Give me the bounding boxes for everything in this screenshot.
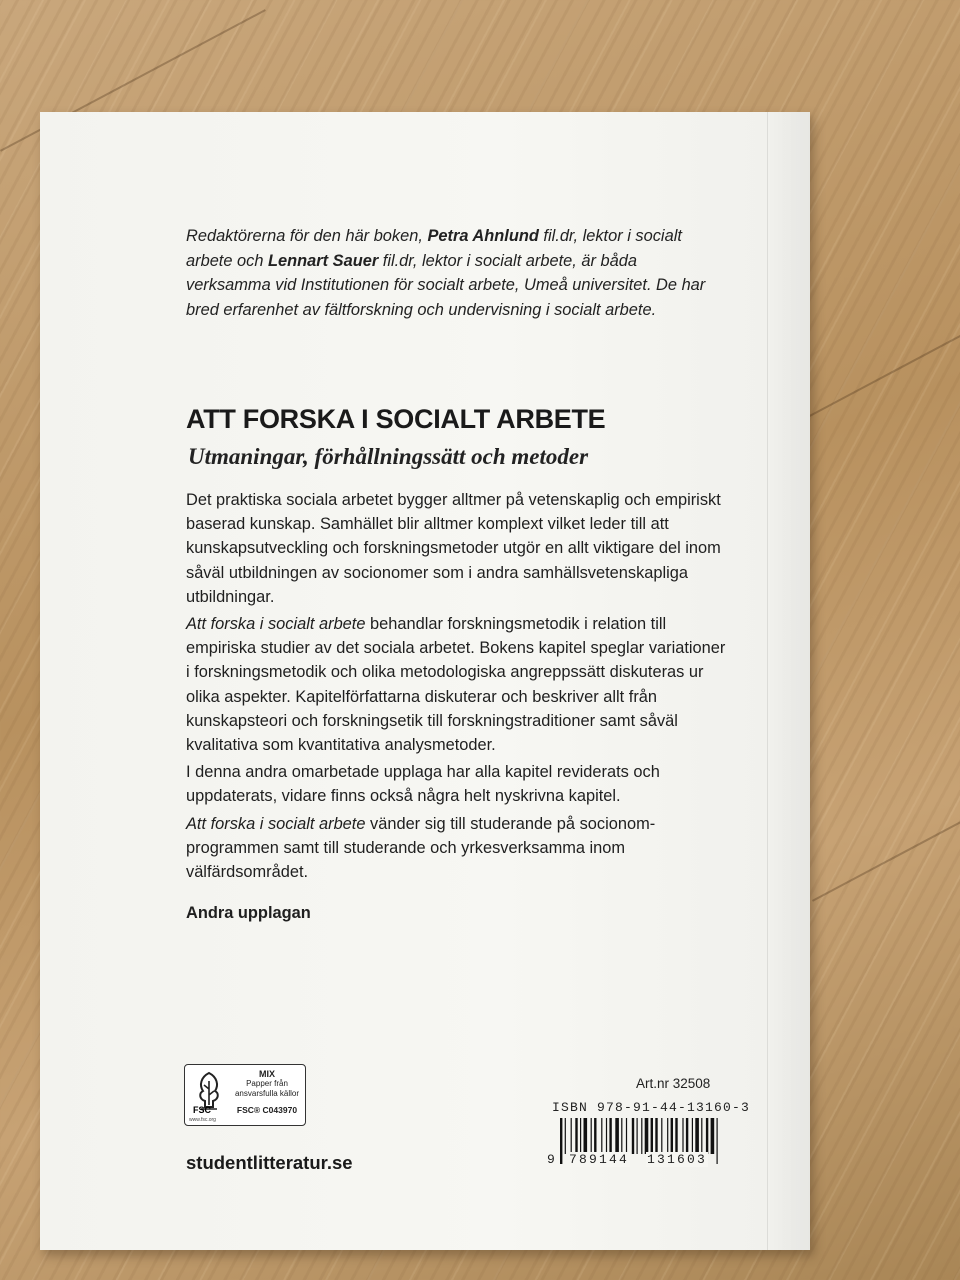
paragraph-2-text: behandlar forskningsmetodik i relation till empiriska studier av det sociala arbetet. Bokens kapitel speglar variationer i forskningsmetodik och olika metodologiska angreppssätt diskuteras ur olika aspekter. Kapitelförfattarna diskuterar och beskriver allt från kunskapsteori och forskningsetik till forskningstraditioner samt såväl kvalitativa som kvantitativa analysmetoder. xyxy=(186,615,726,755)
inline-book-title: Att forska i socialt arbete xyxy=(186,815,366,833)
edition-label: Andra upplagan xyxy=(186,904,311,922)
barcode-digits xyxy=(546,1152,728,1168)
description-paragraph-2 xyxy=(186,612,726,757)
barcode-bar xyxy=(682,1118,683,1154)
barcode-bar xyxy=(575,1118,577,1154)
barcode-bar xyxy=(601,1118,602,1154)
book-title: ATT FORSKA I SOCIALT ARBETE xyxy=(186,404,606,434)
barcode-bar xyxy=(626,1118,627,1154)
barcode-bar xyxy=(692,1118,693,1154)
fsc-line-1: Papper från xyxy=(246,1079,288,1088)
barcode-bar xyxy=(565,1118,566,1154)
isbn-number: ISBN 978-91-44-13160-3 xyxy=(552,1100,751,1115)
editors-blurb xyxy=(186,224,706,322)
barcode-bar xyxy=(645,1118,649,1154)
barcode-bar xyxy=(606,1118,607,1154)
book-edge xyxy=(767,112,810,1250)
editors-intro: Redaktörerna för den här boken, xyxy=(186,227,428,245)
description-paragraph-3: I denna andra omarbetade upplaga har alla kapitel reviderats och uppdaterats, vidare finns också några helt nyskrivna kapitel. xyxy=(186,763,660,806)
editors-rest: fil.dr, lektor i socialt arbete, är båda verksamma vid Institutionen för socialt arbete, Umeå universitet. De har bred erfarenhet av fältforskning och undervisning i socialt arbete. xyxy=(186,251,706,319)
fsc-logo-label: FSC xyxy=(193,1105,211,1115)
fsc-text-block xyxy=(231,1069,303,1115)
barcode-digits-left: 789144 xyxy=(569,1152,630,1167)
article-number: Art.nr 32508 xyxy=(636,1076,711,1091)
barcode-bar xyxy=(686,1118,688,1154)
barcode-bar xyxy=(594,1118,596,1154)
barcode-digit-first: 9 xyxy=(547,1152,555,1167)
inline-book-title: Att forska i socialt arbete xyxy=(186,615,366,633)
description-paragraph-4 xyxy=(186,812,726,885)
barcode-bar xyxy=(651,1118,653,1154)
barcode-bar xyxy=(584,1118,588,1154)
barcode-bar xyxy=(671,1118,673,1154)
barcode-bar xyxy=(695,1118,699,1154)
barcode-bar xyxy=(609,1118,611,1154)
fsc-code: FSC® C043970 xyxy=(236,1105,298,1115)
barcode-bar xyxy=(701,1118,702,1154)
fsc-line-2: ansvarsfulla källor xyxy=(234,1089,300,1098)
paragraph-4-text: vänder sig till studerande på socionom-programmen samt till studerande och yrkesverksamma inom välfärdsområdet. xyxy=(186,815,656,882)
barcode-bar xyxy=(591,1118,592,1154)
barcode-digits-right: 131603 xyxy=(647,1152,708,1167)
publisher-website: studentlitteratur.se xyxy=(186,1152,353,1173)
barcode-bar xyxy=(580,1118,581,1154)
barcode-bar xyxy=(615,1118,619,1154)
barcode-bar xyxy=(632,1118,634,1154)
description-paragraph-1: Det praktiska sociala arbetet bygger alltmer på vetenskaplig och empiriskt baserad kunskap. Samhället blir alltmer komplext vilket leder till att kunskapsutveckling och forskningsmetoder utgör en allt viktigare del inom såväl utbildningen av socionomer som i andra samhällsvetenskapliga utbildningar. xyxy=(186,491,721,606)
floor-plank-seam xyxy=(812,806,960,902)
fsc-website: www.fsc.org xyxy=(189,1117,216,1123)
barcode-bar xyxy=(675,1118,677,1154)
barcode-bar xyxy=(571,1118,572,1154)
floor-plank-seam xyxy=(800,326,960,422)
barcode-bar xyxy=(706,1118,708,1154)
barcode-bar xyxy=(621,1118,622,1154)
editor-name-1: Petra Ahnlund xyxy=(427,227,539,245)
editor-name-2: Lennart Sauer xyxy=(268,251,379,270)
fsc-mix: MIX xyxy=(258,1069,275,1079)
barcode-bar xyxy=(641,1118,642,1154)
barcode-bar xyxy=(637,1118,638,1154)
barcode-bar xyxy=(655,1118,657,1154)
book-subtitle: Utmaningar, förhållningssätt och metoder xyxy=(188,444,589,469)
barcode-bar xyxy=(667,1118,668,1154)
barcode-bar xyxy=(661,1118,662,1154)
editors-mid: fil.dr, lektor i socialt arbete och xyxy=(186,227,682,270)
barcode-bar xyxy=(711,1118,715,1154)
fsc-label xyxy=(184,1064,306,1126)
